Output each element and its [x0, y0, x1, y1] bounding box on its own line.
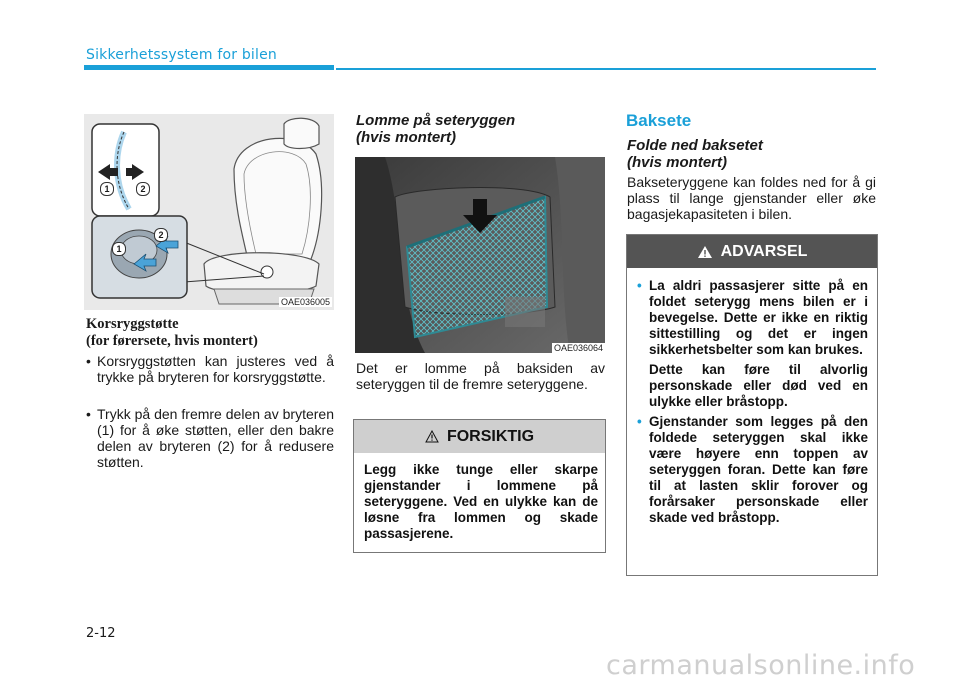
header-rule-thick: [84, 65, 334, 70]
lumbar-heading-line2: (for førersete, hvis montert): [86, 333, 258, 349]
caution-box: [353, 419, 606, 553]
seatback-pocket-figure: [355, 157, 605, 353]
bullet-dot: •: [86, 353, 91, 369]
bullet-dot: •: [86, 406, 91, 422]
seatback-pocket-paragraph: Det er lomme på baksiden av seteryggen til de fremre seteryggene.: [356, 360, 605, 392]
caution-text: Legg ikke tunge eller skarpe gjenstander i lommene på seteryggene. Ved en ulykke kan de løsne fra lommen og skade passasjerene.: [364, 462, 598, 541]
warning-header: [627, 235, 877, 268]
rear-seat-heading: Baksete: [626, 111, 692, 130]
section-title: Sikkerhetssystem for bilen: [86, 47, 278, 63]
watermark: carmanualsonline.info: [606, 650, 916, 681]
callout-1-top: 1: [100, 182, 114, 196]
warning-item-1: • La aldri passasjerer sitte på en foldet seterygg mens bilen er i bevegelse. Dette er ikke en riktig sittestilling og det er ingen sikkerhetsbelter som kan brukes.: [637, 278, 868, 357]
warning-body: [637, 278, 868, 526]
figure-code: OAE036064: [553, 343, 603, 353]
bullet-dot: •: [637, 414, 642, 429]
rear-seat-paragraph: Bakseteryggene kan foldes ned for å gi plass til lange gjenstander eller øke bagasjekapasiteten i bilen.: [627, 174, 876, 222]
bullet-dot: •: [637, 278, 642, 293]
header-rule-thin: [336, 68, 876, 70]
lumbar-heading: [86, 316, 336, 350]
lumbar-support-figure: [84, 114, 334, 310]
warning-triangle-icon: [425, 430, 439, 443]
seatback-pocket-heading: [356, 112, 606, 146]
caution-header: [354, 420, 605, 453]
pocket-illustration: [355, 157, 605, 353]
fold-rear-seat-heading: [627, 137, 877, 171]
warning-triangle-icon: [697, 245, 713, 259]
warning-title: ADVARSEL: [720, 242, 808, 260]
page-number: 2-12: [86, 626, 116, 641]
caution-title: FORSIKTIG: [446, 427, 535, 445]
callout-2-top: 2: [136, 182, 150, 196]
seat-illustration: [84, 114, 334, 310]
fold-rear-seat-heading-line2: (hvis montert): [627, 154, 728, 171]
warning-item-2: Dette kan føre til alvorlig personskade eller død ved en ulykke eller bråstopp.: [649, 362, 868, 409]
warning-box: [626, 234, 878, 576]
lumbar-bullet-1: • Korsryggstøtten kan justeres ved å trykke på bryteren for korsryggstøtte.: [86, 353, 334, 385]
figure-code: OAE036005: [280, 297, 330, 307]
callout-1-bottom: 1: [112, 242, 126, 256]
seatback-pocket-heading-line2: (hvis montert): [356, 129, 457, 146]
seatback-pocket-heading-line1: Lomme på seteryggen: [356, 112, 516, 129]
warning-item-3: • Gjenstander som legges på den foldede seteryggen skal ikke være høyere enn toppen av seteryggen foran. Dette kan føre til at lasten sklir forover og forårsaker personskade eller skade ved bråstopp.: [637, 414, 868, 525]
lumbar-bullet-2: • Trykk på den fremre delen av bryteren (1) for å øke støtten, eller den bakre delen av bryteren (2) for å redusere støtten.: [86, 406, 334, 470]
lumbar-heading-line1: Korsryggstøtte: [86, 316, 179, 332]
callout-2-bottom: 2: [154, 228, 168, 242]
fold-rear-seat-heading-line1: Folde ned baksetet: [627, 137, 763, 154]
